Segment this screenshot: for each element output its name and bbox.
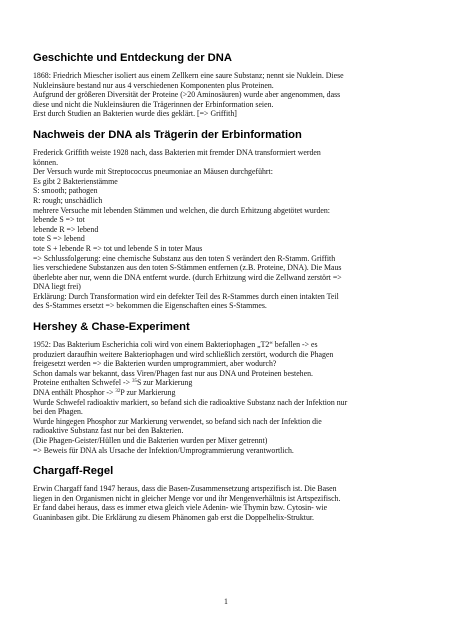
section-chargaff	[33, 465, 428, 522]
text-line: Erst durch Studien an Bakterien wurde dies geklärt. [=> Griffith]	[33, 109, 237, 119]
text-line-sulfur-marking	[33, 378, 428, 388]
section-hershey-chase	[33, 321, 428, 455]
section-heading-hershey-chase: Hershey & Chase-Experiment	[33, 321, 190, 334]
text-line: => Beweis für DNA als Ursache der Infektion/Umprogrammierung verantwortlich.	[33, 445, 294, 455]
text-line: Schon damals war bekannt, dass Viren/Phagen fast nur aus DNA und Proteinen bestehen.	[33, 368, 313, 378]
text-line: DNA liegt frei)	[33, 282, 81, 292]
section-heading-proof: Nachweis der DNA als Trägerin der Erbinformation	[33, 128, 302, 141]
text-line: Wurde Schwefel radioaktiv markiert, so befand sich die radioaktive Substanz nach der Infektion nur	[33, 397, 348, 407]
text-line: Nukleinsäure bestand nur aus 4 verschiedenen Komponenten plus Proteinen.	[33, 80, 274, 90]
text-line: diese und nicht die Nukleinsäuren die Trägerinnen der Erbinformation seien.	[33, 99, 274, 109]
section-history	[33, 52, 428, 119]
text-line: Der Versuch wurde mit Streptococcus pneumoniae an Mäusen durchgeführt:	[33, 167, 273, 177]
text-line: freigesetzt werden => die Bakterien wurden umprogrammiert, aber wodurch?	[33, 359, 277, 369]
text-line: des S-Stammes ersetzt => bekommen die Eigenschaften eines S-Stammes.	[33, 301, 267, 311]
section-proof	[33, 129, 428, 311]
text-line: (Die Phagen-Geister/Hüllen und die Bakterien wurden per Mixer getrennt)	[33, 436, 268, 445]
text-line: => Schlussfolgerung: eine chemische Substanz aus den toten S verändert den R-Stamm. Griffith	[33, 253, 336, 263]
text-line: produziert daraufhin weitere Bakteriophagen und wird schließlich zerstört, wodurch die Phagen	[33, 349, 334, 359]
text-line: Es gibt 2 Bakterienstämme	[33, 176, 118, 186]
text-fragment: P zur Markierung	[120, 388, 176, 398]
text-fragment: DNA enthält Phosphor ->	[33, 388, 116, 398]
section-body-history	[33, 71, 428, 119]
text-line: 1952: Das Bakterium Escherichia coli wird von einem Bakteriophagen „T2“ befallen -> es	[33, 340, 318, 350]
isotope-superscript: 32	[115, 389, 121, 395]
document-content	[33, 52, 428, 533]
text-line: tote S + lebende R => tot und lebende S in toter Maus	[33, 243, 203, 253]
text-line: Frederick Griffith weiste 1928 nach, dass Bakterien mit fremder DNA transformiert werden	[33, 147, 321, 157]
text-line: überlebte aber nur, wenn die DNA entfernt wurde. (durch Erhitzung wird die Zellwand zerstört =>	[33, 272, 342, 282]
text-line: bei den Phagen.	[33, 407, 83, 417]
text-line: lebende R => lebend	[33, 224, 99, 234]
text-line: Wurde hingegen Phosphor zur Markierung verwendet, so befand sich nach der Infektion die	[33, 416, 322, 426]
text-line: lebende S => tot	[33, 215, 85, 225]
text-line: Aufgrund der größeren Diversität der Proteine (>20 Aminosäuren) wurde aber angenommen, dass	[33, 90, 341, 100]
section-body-proof	[33, 148, 428, 311]
text-fragment: Proteine enthalten Schwefel ->	[33, 378, 132, 388]
text-line: Er fand dabei heraus, dass es immer etwa gleich viele Adenin- wie Thymin bzw. Cytosin- wie	[33, 503, 328, 513]
text-fragment: S zur Markierung	[136, 378, 193, 388]
text-line: radioaktive Substanz fast nur bei den Bakterien.	[33, 426, 184, 436]
text-line: Guaninbasen gibt. Die Erklärung zu diesem Phänomen gab erst die Doppelhelix-Struktur.	[33, 512, 315, 522]
text-line: lies verschiedene Substanzen aus den toten S-Stämmen entfernen (z.B. Proteine, DNA). Die Maus	[33, 263, 342, 273]
text-line-phosphor-marking	[33, 388, 428, 398]
text-line: 1868: Friedrich Miescher isoliert aus einem Zellkern eine saure Substanz; nennt sie Nuklein. Diese	[33, 71, 344, 80]
section-heading-history: Geschichte und Entdeckung der DNA	[33, 52, 232, 64]
text-line: tote S => lebend	[33, 234, 85, 244]
text-line: R: rough; unschädlich	[33, 195, 103, 205]
section-body-chargaff	[33, 484, 428, 522]
isotope-superscript: 35	[131, 379, 137, 385]
text-line: können.	[33, 157, 59, 167]
text-line: liegen in den Organismen nicht in gleicher Menge vor und ihr Mengenverhältnis ist Artspezifisch.	[33, 493, 341, 503]
text-line: S: smooth; pathogen	[33, 186, 98, 196]
text-line: Erwin Chargaff fand 1947 heraus, dass die Basen-Zusammensetzung artspezifisch ist. Die Basen	[33, 484, 337, 494]
section-heading-chargaff: Chargaff-Regel	[33, 465, 114, 478]
section-body-hershey-chase	[33, 340, 428, 455]
page-number: 1	[224, 597, 228, 606]
text-line: Erklärung: Durch Transformation wird ein defekter Teil des R-Stammes durch einen intakten Teil	[33, 291, 339, 301]
text-line: mehrere Versuche mit lebenden Stämmen und welchen, die durch Erhitzung abgetötet wurden:	[33, 205, 330, 215]
